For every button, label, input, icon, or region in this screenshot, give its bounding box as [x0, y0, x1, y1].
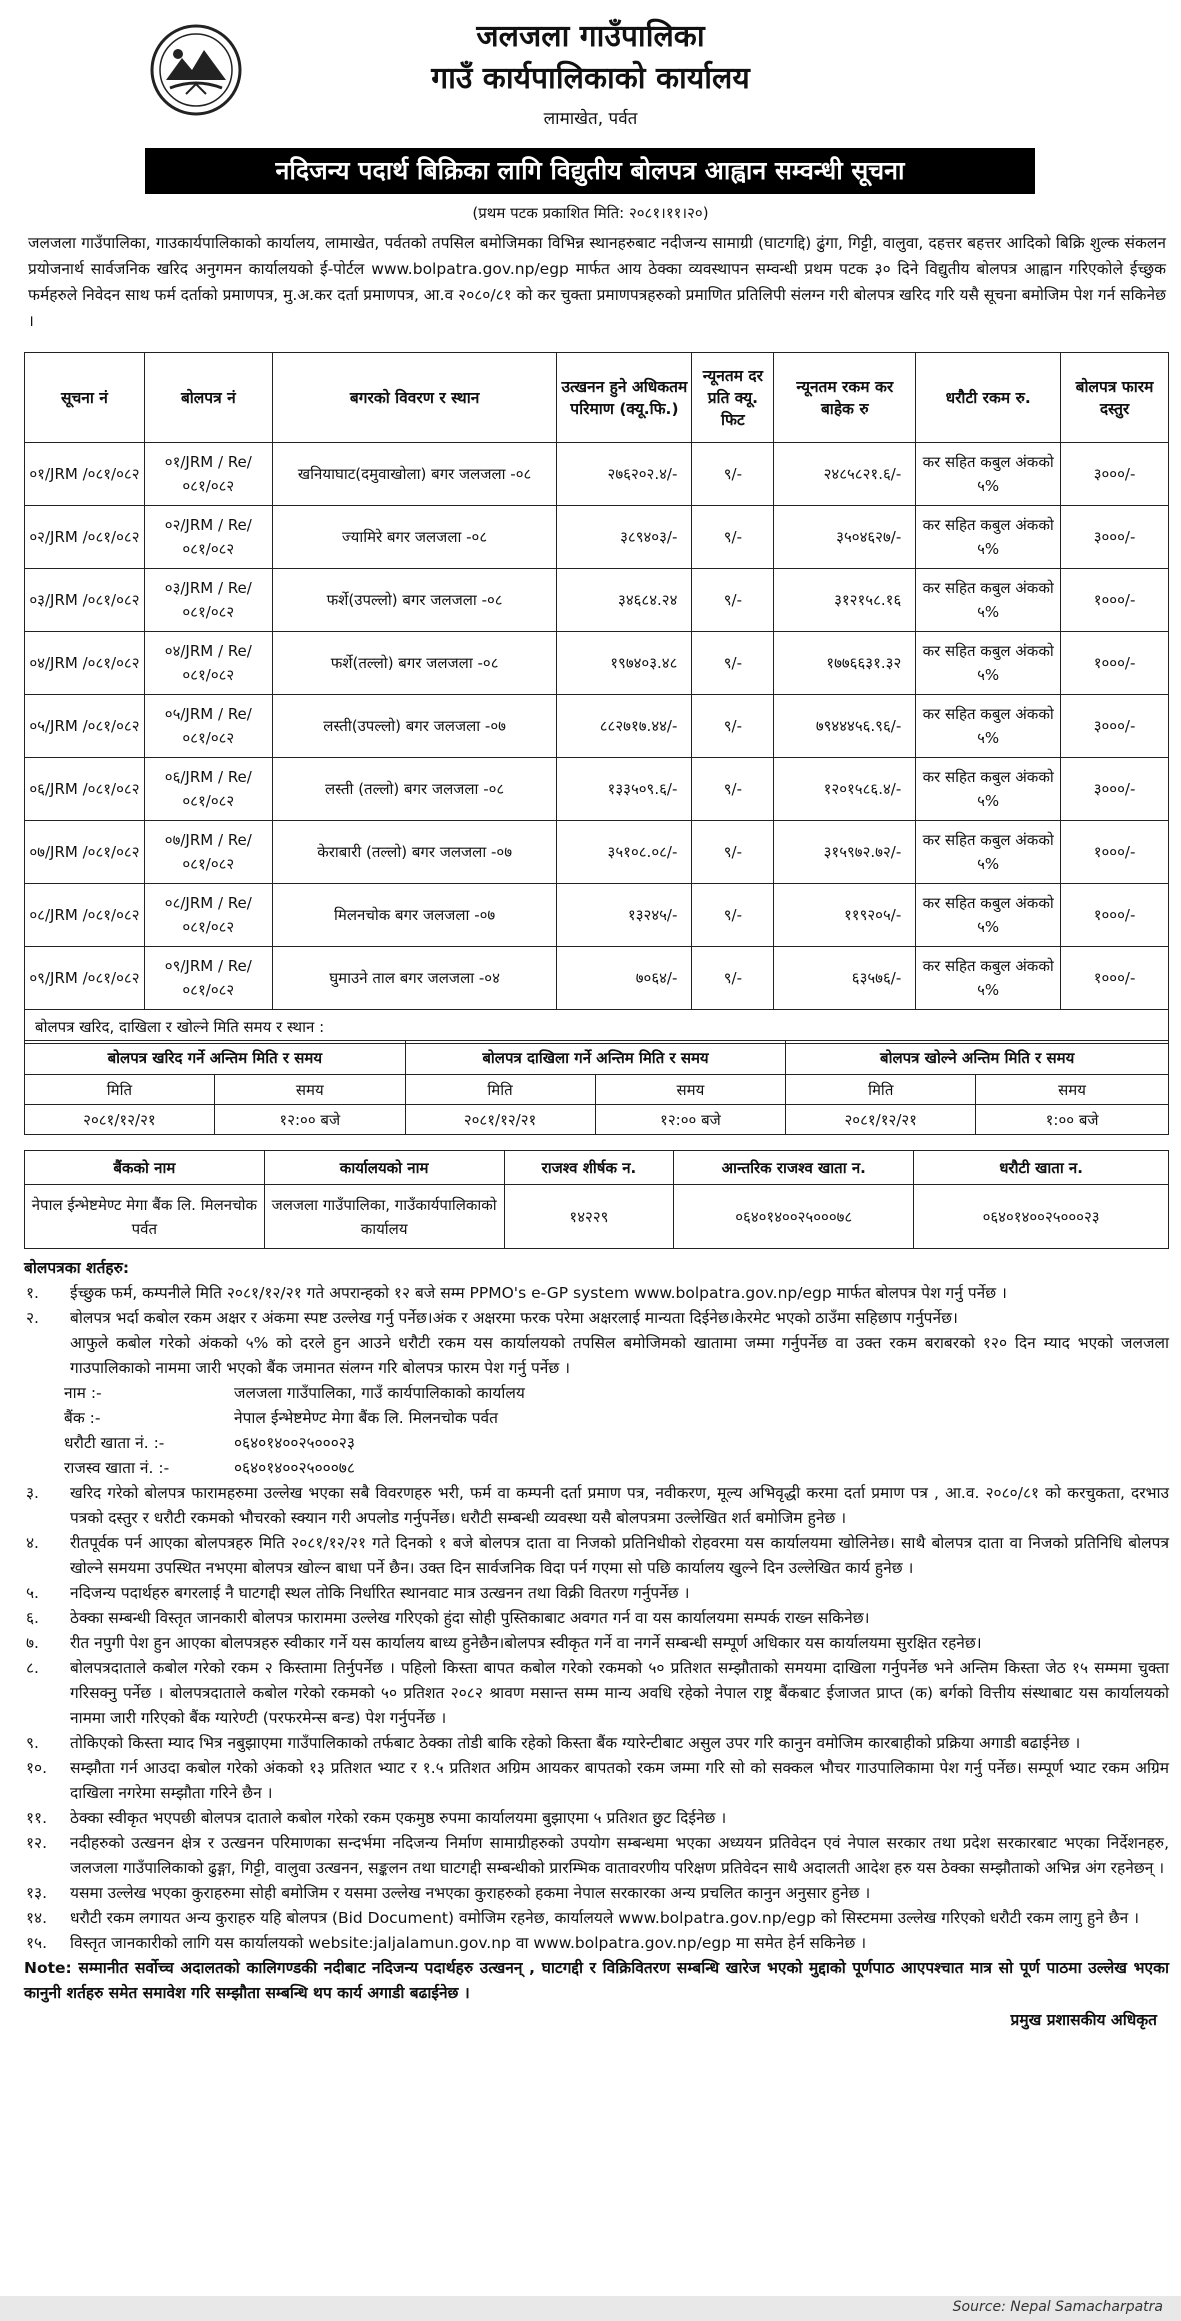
notice-no: ०६/JRM /०८१/०८२ — [25, 758, 145, 821]
published-date: (प्रथम पटक प्रकाशित मिति: २०८१।११।२०) — [472, 204, 709, 222]
intro-paragraph: जलजला गाउँपालिका, गाउकार्यपालिकाको कार्यालय, लामाखेत, पर्वतको तपसिल बमोजिमका विभिन्न स्थानहरुबाट नदीजन्य सामाग्री (घाटगद्दि) ढुंगा, गिट्टी, वालुवा, दहत्तर बहत्तर आदिको बिक्रि शुल्क संकलन प्रयोजनार्थ सार्वजनिक खरिद अनुगमन कार्यालयको ई-पोर्टल www.bolpatra.gov.np/egp मार्फत आय ठेक्का व्यवस्थापन सम्वन्धी प्रथम पटक ३० दिने विद्युतीय बोलपत्र आह्वान गरिएकोले ईच्छुक फर्महरुले निवेदन साथ फर्म दर्ताको प्रमाणपत्र, मु.अ.कर दर्ता प्रमाणपत्र, आ.व २०८०/८१ को कर चुक्ता प्रमाणपत्रहरुको प्रमाणित प्रतिलिपी संलग्न गरी बोलपत्र खरिद गरि यसै सूचना बमोजिम पेश गर्न सकिनेछ । — [28, 234, 1166, 330]
term-item — [24, 1306, 1169, 1331]
term-number: १३. — [26, 1884, 48, 1902]
internal-account-header: आन्तरिक राजश्व खाता न. — [674, 1151, 914, 1185]
col-location: बगरको विवरण र स्थान — [272, 353, 557, 443]
source-bar — [0, 2296, 1181, 2321]
form-fee: १०००/- — [1061, 884, 1169, 947]
term-text: यसमा उल्लेख भएका कुराहरुमा सोही बमोजिम र यसमा उल्लेख नभएका कुराहरुको हकमा नेपाल सरकारका अन्य प्रचलित कानुन अनुसार हुनेछ । — [70, 1884, 871, 1902]
term-text: बोलपत्र भर्दा कबोल रकम अक्षर र अंकमा स्पष्ट उल्लेख गर्नु पर्नेछ।अंक र अक्षरमा फरक परेमा अक्षरलाई मान्यता दिईनेछ।केरमेट भएको ठाउँमा सहिछाप गर्नुपर्नेछ। — [70, 1309, 958, 1327]
amount: ३१२१५८.१६ — [774, 569, 916, 632]
term-number: १५. — [26, 1934, 48, 1952]
bid-no: ०५/JRM / Re/०८१/०८२ — [144, 695, 272, 758]
term-item — [24, 1881, 1169, 1906]
term-number: ४. — [26, 1534, 39, 1552]
bid-no: ०६/JRM / Re/०८१/०८२ — [144, 758, 272, 821]
amount: ३१५९७२.७२/- — [774, 821, 916, 884]
deposit: कर सहित कबुल अंकको ५% — [916, 443, 1061, 506]
term-text: रीतपूर्वक पर्न आएका बोलपत्रहरु मिति २०८१/१२/२१ गते दिनको १ बजे बोलपत्र दाता वा निजको प्रतिनिधीको रोहवरमा यस कार्यालयमा खोलिनेछ। साथै बोलपत्र दाता वा निजको प्रतिनिधि बोलपत्र खोल्ने समयमा उपस्थित नभएमा बोलपत्र खोल्न बाधा पर्ने छैन। उक्त दिन सार्वजनिक विदा पर्न गएमा सो पछि कार्यालय खुल्ने दिन उल्लेखित कार्य हुनेछ । — [70, 1534, 1169, 1577]
term-text: नदिजन्य पदार्थहरु बगरलाई नै घाटगद्दी स्थल तोकि निर्धारित स्थानवाट मात्र उत्खनन तथा विक्री वितरण गर्नुपर्नेछ । — [70, 1584, 690, 1602]
term-number: ७. — [26, 1634, 39, 1652]
detail-value: ०६४०१४००२५०००२३ — [234, 1434, 355, 1452]
rate: ९/- — [692, 506, 774, 569]
amount: १२०१५८६.४/- — [774, 758, 916, 821]
amount: २४८५८२१.६/- — [774, 443, 916, 506]
account-detail — [24, 1406, 1169, 1431]
table-row — [25, 506, 1169, 569]
rate: ९/- — [692, 884, 774, 947]
submit-date: २०८१/१२/२१ — [405, 1105, 595, 1135]
location: लस्ती (तल्लो) बगर जलजला -०८ — [272, 758, 557, 821]
bid-no: ०४/JRM / Re/०८१/०८२ — [144, 632, 272, 695]
form-fee: १०००/- — [1061, 632, 1169, 695]
location: केराबारी (तल्लो) बगर जलजला -०७ — [272, 821, 557, 884]
term-item — [24, 1756, 1169, 1806]
bank-name-header: बैंकको नाम — [25, 1151, 265, 1185]
account-detail — [24, 1381, 1169, 1406]
opening-time-header: बोलपत्र खोल्ने अन्तिम मिति र समय — [786, 1041, 1169, 1075]
date-label: मिति — [25, 1075, 215, 1105]
term-item — [24, 1906, 1169, 1931]
purchase-deadline-header: बोलपत्र खरिद गर्ने अन्तिम मिति र समय — [25, 1041, 406, 1075]
quantity: ३८९४०३/- — [557, 506, 692, 569]
purchase-date: २०८१/१२/२१ — [25, 1105, 215, 1135]
term-text: विस्तृत जानकारीको लागि यस कार्यालयको website:jaljalamun.gov.np वा www.bolpatra.gov.np/egp मा समेत हेर्न सकिनेछ । — [70, 1934, 867, 1952]
deposit: कर सहित कबुल अंकको ५% — [916, 506, 1061, 569]
notice-header — [0, 0, 1181, 145]
schedule-values-row — [25, 1105, 1169, 1135]
bid-no: ०७/JRM / Re/०८१/०८२ — [144, 821, 272, 884]
account-detail — [24, 1456, 1169, 1481]
time-label: समय — [976, 1075, 1169, 1105]
form-fee: १०००/- — [1061, 569, 1169, 632]
revenue-head: १४२२९ — [504, 1185, 674, 1249]
term-text: तोकिएको किस्ता म्याद भित्र नबुझाएमा गाउँपालिकाको तर्फबाट ठेक्का तोडी बाकि रहेको किस्ता बैंक ग्यारेन्टीबाट असुल उपर गरि कानुन वमोजिम कारबाहीको प्रक्रिया अगाडी बढाईनेछ । — [70, 1734, 1081, 1752]
term-number: १४. — [26, 1909, 48, 1927]
rate: ९/- — [692, 758, 774, 821]
office-location: लामाखेत, पर्वत — [543, 109, 638, 129]
bid-no: ०९/JRM / Re/०८१/०८२ — [144, 947, 272, 1010]
term-text: धरौटी रकम लगायत अन्य कुराहरु यहि बोलपत्र (Bid Document) वमोजिम रहनेछ, कार्यालयले www.bolpatra.gov.np/egp को सिस्टममा उल्लेख गरिएको धरौटी रकम लागु हुने छैन । — [70, 1909, 1139, 1927]
form-fee: ३०००/- — [1061, 443, 1169, 506]
notice-no: ०८/JRM /०८१/०८२ — [25, 884, 145, 947]
table-row — [25, 884, 1169, 947]
term-text: बोलपत्रदाताले कबोल गरेको रकम २ किस्तामा तिर्नुपर्नेछ । पहिलो किस्ता बापत कबोल गरेको रकमको ५० प्रतिशत सम्झौताको समयमा दाखिला गर्नुपर्नेछ भने अन्तिम किस्ता जेठ १५ सम्ममा चुक्ता गरिसक्नु पर्नेछ । बोलपत्रदाताले कबोल गरेको रकमको ५० प्रतिशत २०८२ श्रावण मसान्त सम्म मान्य अवधि रहेको नेपाल राष्ट्र बैंकबाट ईजाजत प्राप्त (क) बर्गको वित्तीय संस्थाबाट यस कार्यालयको नाममा जारी गरिएको बैंक ग्यारेण्टी (परफरमेन्स बन्ड) पेश गर्नुपर्नेछ । — [70, 1659, 1169, 1727]
notice-no: ०१/JRM /०८१/०८२ — [25, 443, 145, 506]
term-item — [24, 1831, 1169, 1881]
term-item — [24, 1731, 1169, 1756]
term-item — [24, 1631, 1169, 1656]
term-text: सम्झौता गर्न आउदा कबोल गरेको अंकको १३ प्रतिशत भ्याट र १.५ प्रतिशत अग्रिम आयकर बापतको रकम जम्मा गरि सो को सक्कल भौचर गाउपालिकामा पेश गर्नु पर्नेछ। सम्पूर्ण भ्याट रकम अग्रिम दाखिला नगरेमा सम्झौता गरिने छैन । — [70, 1759, 1169, 1802]
quantity: ३५१०८.०८/- — [557, 821, 692, 884]
open-time: १:०० बजे — [976, 1105, 1169, 1135]
term-number: ३. — [26, 1484, 39, 1502]
office-name-header: कार्यालयको नाम — [264, 1151, 504, 1185]
table-footer-row — [25, 1010, 1169, 1044]
quantity: ३४६८४.२४ — [557, 569, 692, 632]
deposit: कर सहित कबुल अंकको ५% — [916, 947, 1061, 1010]
rate: ९/- — [692, 443, 774, 506]
quantity: २७६२०२.४/- — [557, 443, 692, 506]
col-deposit: धरौटी रकम रु. — [916, 353, 1061, 443]
date-label: मिति — [405, 1075, 595, 1105]
term-number: ११. — [26, 1809, 48, 1827]
table-row — [25, 821, 1169, 884]
rate: ९/- — [692, 632, 774, 695]
rate: ९/- — [692, 821, 774, 884]
form-fee: १०००/- — [1061, 947, 1169, 1010]
location: लस्ती(उपल्लो) बगर जलजला -०७ — [272, 695, 557, 758]
term-item — [24, 1281, 1169, 1306]
term-number: ६. — [26, 1609, 39, 1627]
col-amount: न्यूनतम रकम कर बाहेक रु — [774, 353, 916, 443]
schedule-caption: बोलपत्र खरिद, दाखिला र खोल्ने मिति समय र स्थान : — [25, 1010, 1169, 1044]
term-item — [24, 1331, 1169, 1381]
bid-items-table — [24, 352, 1169, 1044]
notice-no: ०९/JRM /०८१/०८२ — [25, 947, 145, 1010]
form-fee: ३०००/- — [1061, 506, 1169, 569]
detail-value: नेपाल ईन्भेष्टमेण्ट मेगा बैंक लि. मिलनचोक पर्वत — [234, 1409, 498, 1427]
municipality-name: जलजला गाउँपालिका — [476, 19, 705, 54]
detail-key: राजस्व खाता नं. :- — [64, 1459, 170, 1477]
rate: ९/- — [692, 947, 774, 1010]
term-number: १. — [26, 1284, 39, 1302]
time-label: समय — [214, 1075, 405, 1105]
court-note: Note: सम्मानीत सर्वोच्च अदालतको कालिगण्डकी नदीबाट नदिजन्य पदार्थहरु उत्खनन् , घाटगद्दी र विक्रिवितरण सम्बन्धि खारेज भएको मुद्दाको पूर्णपाठ आएपश्चात मात्र सो पूर्ण पाठमा उल्लेख भएका कानुनी शर्तहरु समेत समावेश गरि सम्झौता सम्बन्धि थप कार्य अगाडी बढाईनेछ । — [24, 1959, 1169, 2002]
schedule-table — [24, 1040, 1169, 1135]
detail-key: धरौटी खाता नं. :- — [64, 1434, 165, 1452]
term-number: ९. — [26, 1734, 39, 1752]
term-text: नदीहरुको उत्खनन क्षेत्र र उत्खनन परिमाणका सन्दर्भमा नदिजन्य निर्माण सामाग्रीहरुको उपयोग सम्बन्धमा भएका अध्ययन प्रतिवेदन एवं नेपाल सरकार तथा प्रदेश सरकारबाट भएका निर्देशनहरु, जलजला गाउँपालिकाको ढुङ्गा, गिट्टी, वालुवा उत्खनन, सङ्कलन तथा घाटगद्दी सम्बन्धीको प्रारम्भिक वातावरणीय परिक्षण प्रतिवेदन साथै अदालती आदेश हरु यस ठेक्का सम्झौताको अभिन्न अंग रहनेछन् । — [70, 1834, 1169, 1877]
time-label: समय — [595, 1075, 786, 1105]
term-item — [24, 1481, 1169, 1531]
date-label: मिति — [786, 1075, 976, 1105]
table-row — [25, 632, 1169, 695]
term-item — [24, 1806, 1169, 1831]
rate: ९/- — [692, 569, 774, 632]
table-row — [25, 569, 1169, 632]
table-header-row — [25, 353, 1169, 443]
detail-value: ०६४०१४००२५०००७८ — [234, 1459, 355, 1477]
col-form-fee: बोलपत्र फारम दस्तुर — [1061, 353, 1169, 443]
schedule-subheader-row — [25, 1075, 1169, 1105]
revenue-head-header: राजश्व शीर्षक न. — [504, 1151, 674, 1185]
detail-key: नाम :- — [64, 1384, 102, 1402]
rate: ९/- — [692, 695, 774, 758]
form-fee: ३०००/- — [1061, 695, 1169, 758]
bank-details-table — [24, 1150, 1169, 1249]
bank-name: नेपाल ईन्भेष्टमेण्ट मेगा बैंक लि. मिलनचोक पर्वत — [25, 1185, 265, 1249]
bid-no: ०१/JRM / Re/०८१/०८२ — [144, 443, 272, 506]
deposit: कर सहित कबुल अंकको ५% — [916, 569, 1061, 632]
amount: ७९४४४५६.९६/- — [774, 695, 916, 758]
bank-header-row — [25, 1151, 1169, 1185]
office-name: गाउँ कार्यपालिकाको कार्यालय — [431, 61, 750, 96]
deposit: कर सहित कबुल अंकको ५% — [916, 821, 1061, 884]
detail-value: जलजला गाउँपालिका, गाउँ कार्यपालिकाको कार्यालय — [234, 1384, 525, 1402]
term-number: ८. — [26, 1659, 39, 1677]
deposit: कर सहित कबुल अंकको ५% — [916, 758, 1061, 821]
schedule-header-row — [25, 1041, 1169, 1075]
quantity: १९७४०३.४८ — [557, 632, 692, 695]
quantity: ८८२७१७.४४/- — [557, 695, 692, 758]
bid-no: ०२/JRM / Re/०८१/०८२ — [144, 506, 272, 569]
purchase-time: १२:०० बजे — [214, 1105, 405, 1135]
col-rate: न्यूनतम दर प्रति क्यू. फिट — [692, 353, 774, 443]
internal-account: ०६४०१४००२५०००७८ — [674, 1185, 914, 1249]
term-text: खरिद गरेको बोलपत्र फारामहरुमा उल्लेख भएका सबै विवरणहरु भरी, फर्म वा कम्पनी दर्ता प्रमाण पत्र, नवीकरण, मूल्य अभिवृद्धी करमा दर्ता प्रमाण पत्र , आ.व. २०८०/८१ को करचुकता, दरभाउ पत्रको दस्तुर र धरौटी रकमको भौचरको स्क्यान गरी अपलोड गर्नुपर्नेछ। धरौटी सम्बन्धी व्यवस्था यसै बोलपत्रमा उल्लेखित शर्त बमोजिम हुनेछ । — [70, 1484, 1169, 1527]
term-item — [24, 1931, 1169, 1956]
open-date: २०८१/१२/२१ — [786, 1105, 976, 1135]
location: ज्यामिरे बगर जलजला -०८ — [272, 506, 557, 569]
form-fee: ३०००/- — [1061, 758, 1169, 821]
notice-no: ०३/JRM /०८१/०८२ — [25, 569, 145, 632]
location: फर्शे(तल्लो) बगर जलजला -०८ — [272, 632, 557, 695]
quantity: १३२४५/- — [557, 884, 692, 947]
bid-no: ०३/JRM / Re/०८१/०८२ — [144, 569, 272, 632]
submission-deadline-header: बोलपत्र दाखिला गर्ने अन्तिम मिति र समय — [405, 1041, 786, 1075]
deposit: कर सहित कबुल अंकको ५% — [916, 884, 1061, 947]
location: फर्शे(उपल्लो) बगर जलजला -०८ — [272, 569, 557, 632]
form-fee: १०००/- — [1061, 821, 1169, 884]
term-item — [24, 1606, 1169, 1631]
table-row — [25, 758, 1169, 821]
notice-no: ०४/JRM /०८१/०८२ — [25, 632, 145, 695]
amount: ३५०४६२७/- — [774, 506, 916, 569]
detail-key: बैंक :- — [64, 1409, 101, 1427]
table-row — [25, 947, 1169, 1010]
term-item — [24, 1531, 1169, 1581]
amount: ११९२०५/- — [774, 884, 916, 947]
term-number: ५. — [26, 1584, 39, 1602]
quantity: ७०६४/- — [557, 947, 692, 1010]
bid-no: ०८/JRM / Re/०८१/०८२ — [144, 884, 272, 947]
bank-values-row — [25, 1185, 1169, 1249]
quantity: १३३५०९.६/- — [557, 758, 692, 821]
term-number: १०. — [26, 1759, 48, 1777]
term-item — [24, 1656, 1169, 1731]
terms-section — [24, 1256, 1169, 2033]
notice-title-banner: नदिजन्य पदार्थ बिक्रिका लागि विद्युतीय बोलपत्र आह्वान सम्वन्धी सूचना — [145, 148, 1035, 194]
amount: ६३५७६/- — [774, 947, 916, 1010]
col-bid-no: बोलपत्र नं — [144, 353, 272, 443]
location: घुमाउने ताल बगर जलजला -०४ — [272, 947, 557, 1010]
term-text: रीत नपुगी पेश हुन आएका बोलपत्रहरु स्वीकार गर्ने यस कार्यालय बाध्य हुनेछैन।बोलपत्र स्वीकृत गर्ने वा नगर्ने सम्बन्धी सम्पूर्ण अधिकार यस कार्यालयमा सुरक्षित रहनेछ। — [70, 1634, 982, 1652]
col-notice-no: सूचना नं — [25, 353, 145, 443]
term-text: ठेक्का सम्बन्धी विस्तृत जानकारी बोलपत्र फाराममा उल्लेख गरिएको हुंदा सोही पुस्तिकाबाट अवगत गर्न वा यस कार्यालयमा सम्पर्क राख्न सकिनेछ। — [70, 1609, 870, 1627]
submit-time: १२:०० बजे — [595, 1105, 786, 1135]
deposit: कर सहित कबुल अंकको ५% — [916, 632, 1061, 695]
office-name: जलजला गाउँपालिका, गाउँकार्यपालिकाको कार्यालय — [264, 1185, 504, 1249]
table-row — [25, 443, 1169, 506]
term-text: ठेक्का स्वीकृत भएपछी बोलपत्र दाताले कबोल गरेको रकम एकमुष्ठ रुपमा कार्यालयमा बुझाएमा ५ प्रतिशत छुट दिईनेछ । — [70, 1809, 727, 1827]
deposit-account-header: धरौटी खाता न. — [914, 1151, 1169, 1185]
term-number: २. — [26, 1309, 39, 1327]
location: खनियाघाट(दमुवाखोला) बगर जलजला -०८ — [272, 443, 557, 506]
source-credit: Source: Nepal Samacharpatra — [952, 2299, 1163, 2315]
location: मिलनचोक बगर जलजला -०७ — [272, 884, 557, 947]
terms-heading: बोलपत्रका शर्तहरु: — [24, 1259, 130, 1277]
signatory-title: प्रमुख प्रशासकीय अधिकृत — [1010, 2011, 1157, 2029]
account-detail — [24, 1431, 1169, 1456]
deposit-account: ०६४०१४००२५०००२३ — [914, 1185, 1169, 1249]
term-number: १२. — [26, 1834, 48, 1852]
col-quantity: उत्खनन हुने अधिकतम परिमाण (क्यू.फि.) — [557, 353, 692, 443]
term-text: ईच्छुक फर्म, कम्पनीले मिति २०८१/१२/२१ गते अपरान्हको १२ बजे सम्म PPMO's e-GP system www.bolpatra.gov.np/egp मार्फत बोलपत्र पेश गर्नु पर्नेछ । — [70, 1284, 1007, 1302]
notice-no: ०५/JRM /०८१/०८२ — [25, 695, 145, 758]
deposit: कर सहित कबुल अंकको ५% — [916, 695, 1061, 758]
amount: १७७६६३१.३२ — [774, 632, 916, 695]
notice-no: ०७/JRM /०८१/०८२ — [25, 821, 145, 884]
term-item — [24, 1581, 1169, 1606]
notice-no: ०२/JRM /०८१/०८२ — [25, 506, 145, 569]
term-text: आफुले कबोल गरेको अंकको ५% को दरले हुन आउने धरौटी रकम यस कार्यालयको तपसिल बमोजिमको खातामा जम्मा गर्नुपर्नेछ वा उक्त रकम बराबरको १२० दिन म्याद भएको जलजला गाउपालिकाको नाममा जारी भएको बैंक जमानत संलग्न गरि बोलपत्र फारम पेश गर्नु पर्नेछ । — [70, 1334, 1169, 1377]
table-row — [25, 695, 1169, 758]
